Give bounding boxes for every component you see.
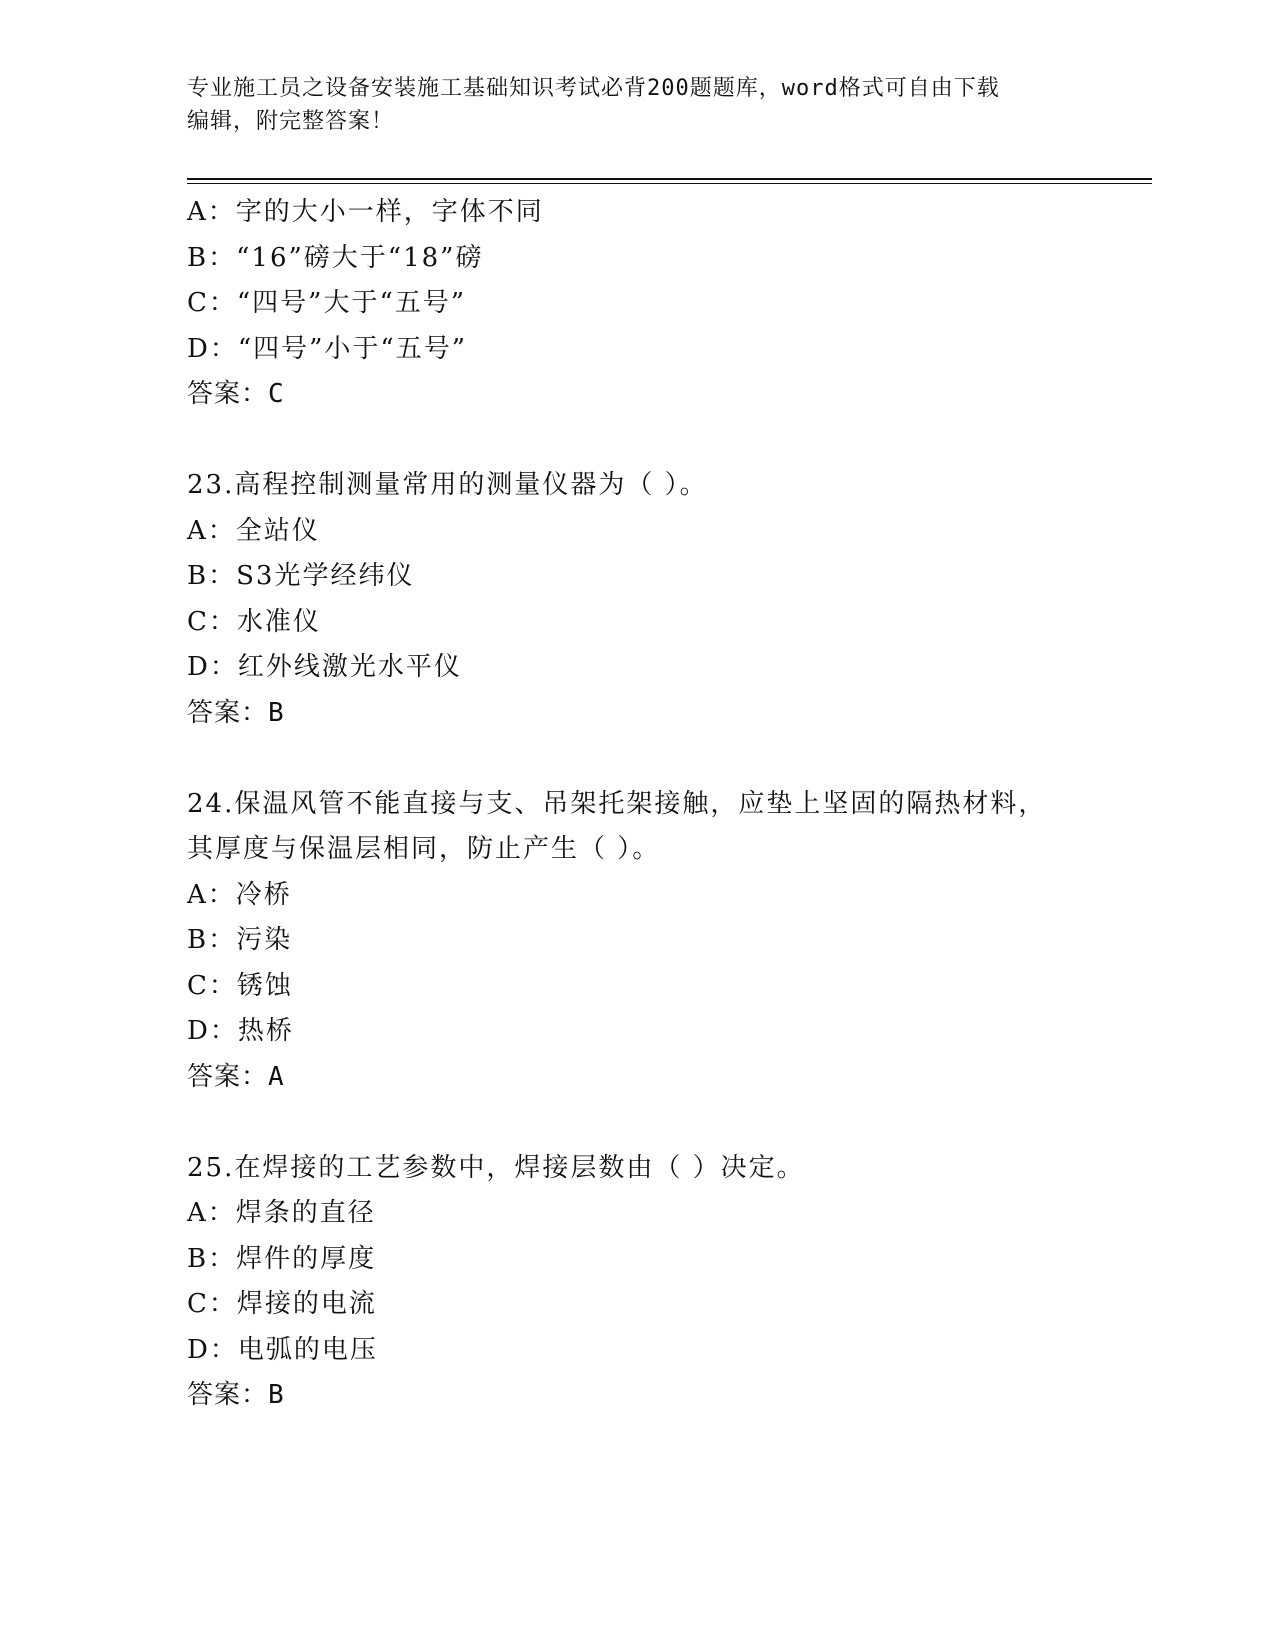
- question-stem-line-1: 24.保温风管不能直接与支、吊架托架接触，应垫上坚固的隔热材料，: [187, 788, 1047, 819]
- answer-key: 答案：C: [187, 379, 285, 409]
- header-title-line-1: 专业施工员之设备安装施工基础知识考试必背200题题库，word格式可自由下载: [187, 76, 1000, 101]
- spacer: [187, 1100, 1147, 1146]
- option-b: B：焊件的厚度: [187, 1243, 377, 1274]
- answer-key: 答案：B: [187, 1380, 285, 1410]
- option-a: A：全站仪: [187, 515, 320, 546]
- option-b: B：“16”磅大于“18”磅: [187, 242, 484, 273]
- question-24: [187, 782, 1147, 1101]
- option-c: C：水准仪: [187, 606, 321, 637]
- option-a: A：字的大小一样，字体不同: [187, 197, 544, 227]
- question-stem: 25.在焊接的工艺参数中，焊接层数由（ ）决定。: [187, 1152, 805, 1183]
- option-b: B：污染: [187, 925, 293, 955]
- header-divider-thick: [187, 178, 1152, 180]
- question-25: [187, 1146, 1147, 1419]
- header-title-line-2: 编辑，附完整答案！: [187, 109, 395, 134]
- question-stem: 23.高程控制测量常用的测量仪器为（ ）。: [187, 470, 708, 500]
- option-a: A：焊条的直径: [187, 1198, 376, 1228]
- question-list: [187, 190, 1147, 1419]
- option-a: A：冷桥: [187, 879, 292, 910]
- header-divider-thin: [187, 183, 1152, 184]
- answer-key: 答案：A: [187, 1061, 285, 1092]
- spacer: [187, 418, 1147, 464]
- option-b: B：S3光学经纬仪: [187, 561, 415, 591]
- option-c: C：锈蚀: [187, 970, 293, 1001]
- option-d: D：红外线激光水平仪: [187, 652, 462, 682]
- option-d: D：热桥: [187, 1016, 294, 1046]
- question-stem-line-2: 其厚度与保温层相同，防止产生（ ）。: [187, 834, 661, 864]
- option-d: D：“四号”小于“五号”: [187, 333, 468, 364]
- option-c: C：“四号”大于“五号”: [187, 288, 467, 318]
- option-d: D：电弧的电压: [187, 1334, 378, 1365]
- answer-key: 答案：B: [187, 697, 285, 728]
- option-c: C：焊接的电流: [187, 1289, 377, 1319]
- document-header: [187, 72, 1087, 138]
- question-22: [187, 190, 1147, 418]
- question-23: [187, 463, 1147, 736]
- spacer: [187, 736, 1147, 782]
